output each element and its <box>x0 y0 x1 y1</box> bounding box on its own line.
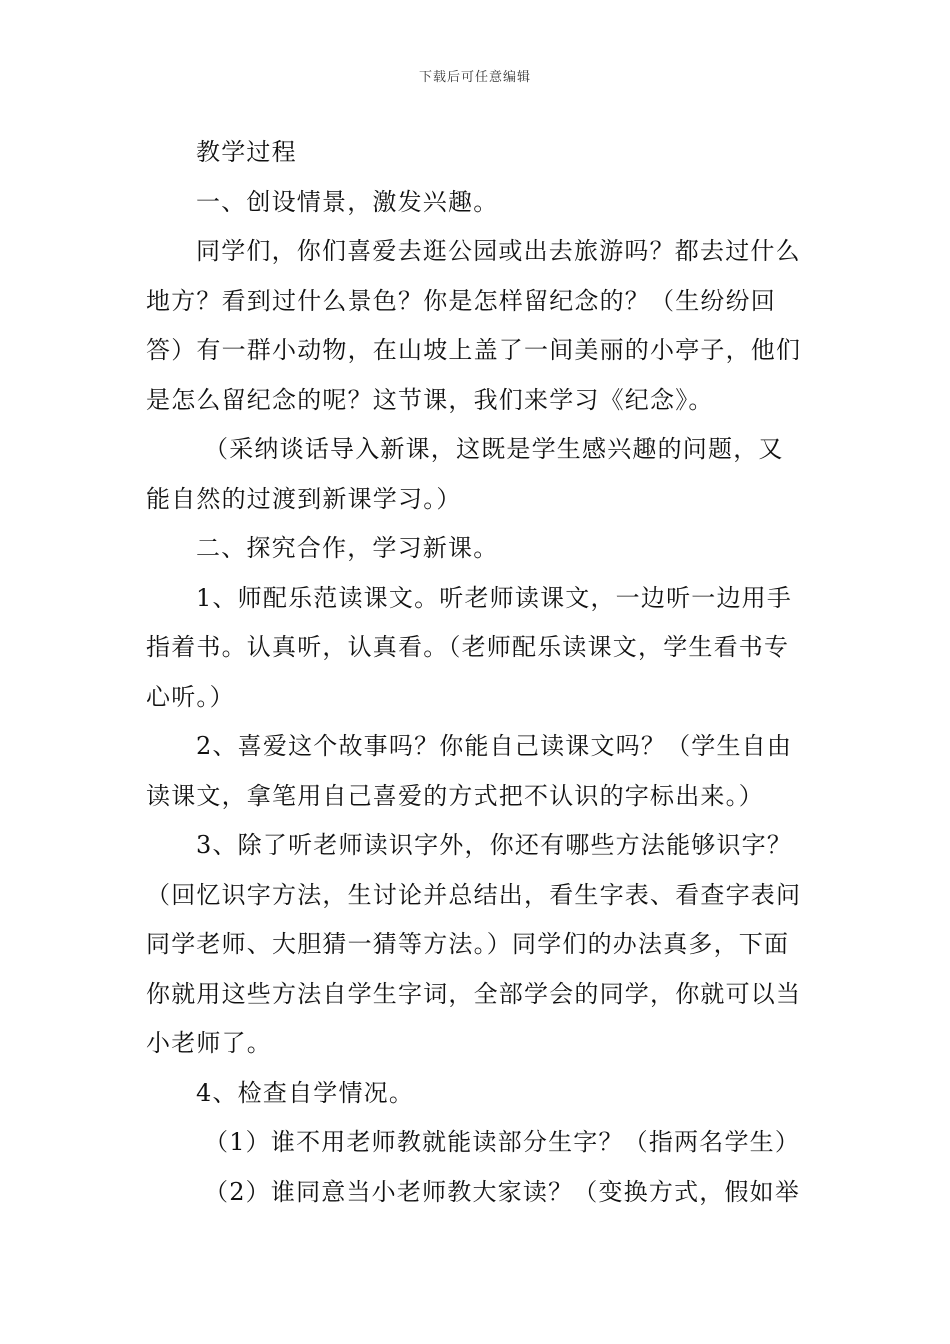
paragraph: 同学们，你们喜爱去逛公园或出去旅游吗？都去过什么地方？看到过什么景色？你是怎样留纪念的？（生纷纷回答）有一群小动物，在山坡上盖了一间美丽的小亭子，他们是怎么留纪念的呢？这节课，我们来学习《纪念》。 <box>146 237 802 414</box>
sub-item-2: （2）谁同意当小老师教大家读？（变换方式，假如举 <box>204 1177 801 1206</box>
paragraph-note: （采纳谈话导入新课，这既是学生感兴趣的问题，又能自然的过渡到新课学习。） <box>146 435 784 513</box>
document-body <box>146 128 808 1217</box>
paragraph-step-1: 1、师配乐范读课文。听老师读课文，一边听一边用手指着书。认真听，认真看。（老师配乐读课文，学生看书专心听。） <box>146 583 793 711</box>
section-title: 教学过程 <box>196 138 297 166</box>
section-heading-2: 二、探究合作，学习新课。 <box>196 534 499 562</box>
paragraph-step-4: 4、检查自学情况。 <box>196 1078 415 1107</box>
paragraph-step-2: 2、喜爱这个故事吗？你能自己读课文吗？（学生自由读课文，拿笔用自己喜爱的方式把不认识的字标出来。） <box>146 732 793 810</box>
paragraph-step-3: 3、除了听老师读识字外，你还有哪些方法能够识字？（回忆识字方法，生讨论并总结出，看生字表、看查字表问同学老师、大胆猜一猜等方法。）同学们的办法真多，下面你就用这些方法自学生字词，全部学会的同学，你就可以当小老师了。 <box>146 831 802 1057</box>
section-heading-1: 一、创设情景，激发兴趣。 <box>196 187 499 216</box>
sub-item-1: （1）谁不用老师教就能读部分生字？（指两名学生） <box>204 1128 801 1156</box>
page-header: 下载后可任意编辑 <box>418 70 531 85</box>
